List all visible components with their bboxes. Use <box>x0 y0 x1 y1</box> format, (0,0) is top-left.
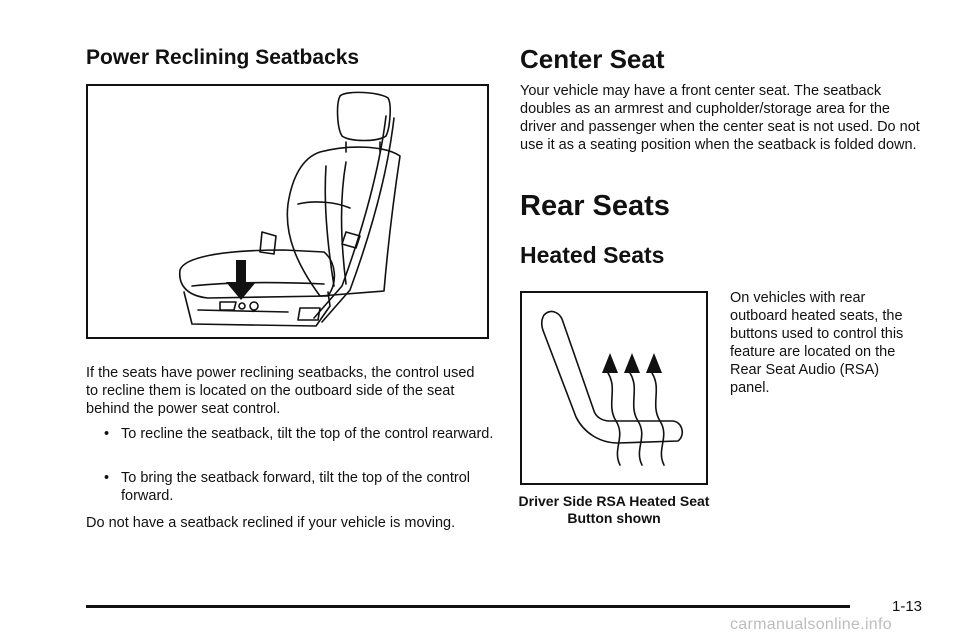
heading-power-reclining-seatbacks: Power Reclining Seatbacks <box>86 46 360 69</box>
watermark: carmanualsonline.info <box>730 616 892 633</box>
bullet-text: To recline the seatback, tilt the top of the control rearward. <box>121 426 494 442</box>
bullet-icon: • <box>104 426 110 442</box>
center-seat-paragraph: Your vehicle may have a front center seat. The seatback doubles as an armrest and cupholder/storage area for the driver and passenger when the center seat is not used. Do not use it as a seating position when the seatback is folded down. <box>520 83 920 153</box>
bullet-text: To bring the seatback forward, tilt the top of the control forward. <box>121 470 470 504</box>
power-seat-figure <box>86 84 489 339</box>
footer-rule <box>86 605 850 608</box>
closing-paragraph: Do not have a seatback reclined if your vehicle is moving. <box>86 515 456 531</box>
heated-seats-paragraph: On vehicles with rear outboard heated seats, the buttons used to control this feature are located on the Rear Seat Audio (RSA) panel. <box>730 290 904 396</box>
heading-rear-seats: Rear Seats <box>520 190 670 222</box>
bullet-icon: • <box>104 470 110 486</box>
heading-heated-seats: Heated Seats <box>520 242 665 268</box>
bullet-item <box>104 469 504 505</box>
heading-center-seat: Center Seat <box>520 44 665 74</box>
heated-seat-figure <box>520 291 708 485</box>
figure-caption: Driver Side RSA Heated Seat Button shown <box>518 493 710 526</box>
power-seat-illustration-icon <box>88 86 487 337</box>
bullet-item <box>104 425 504 461</box>
recline-intro-paragraph: If the seats have power reclining seatbacks, the control used to recline them is located on the outboard side of the seat behind the power seat control. <box>86 365 475 417</box>
page-number: 1-13 <box>892 598 923 615</box>
heated-seat-icon <box>522 293 706 483</box>
